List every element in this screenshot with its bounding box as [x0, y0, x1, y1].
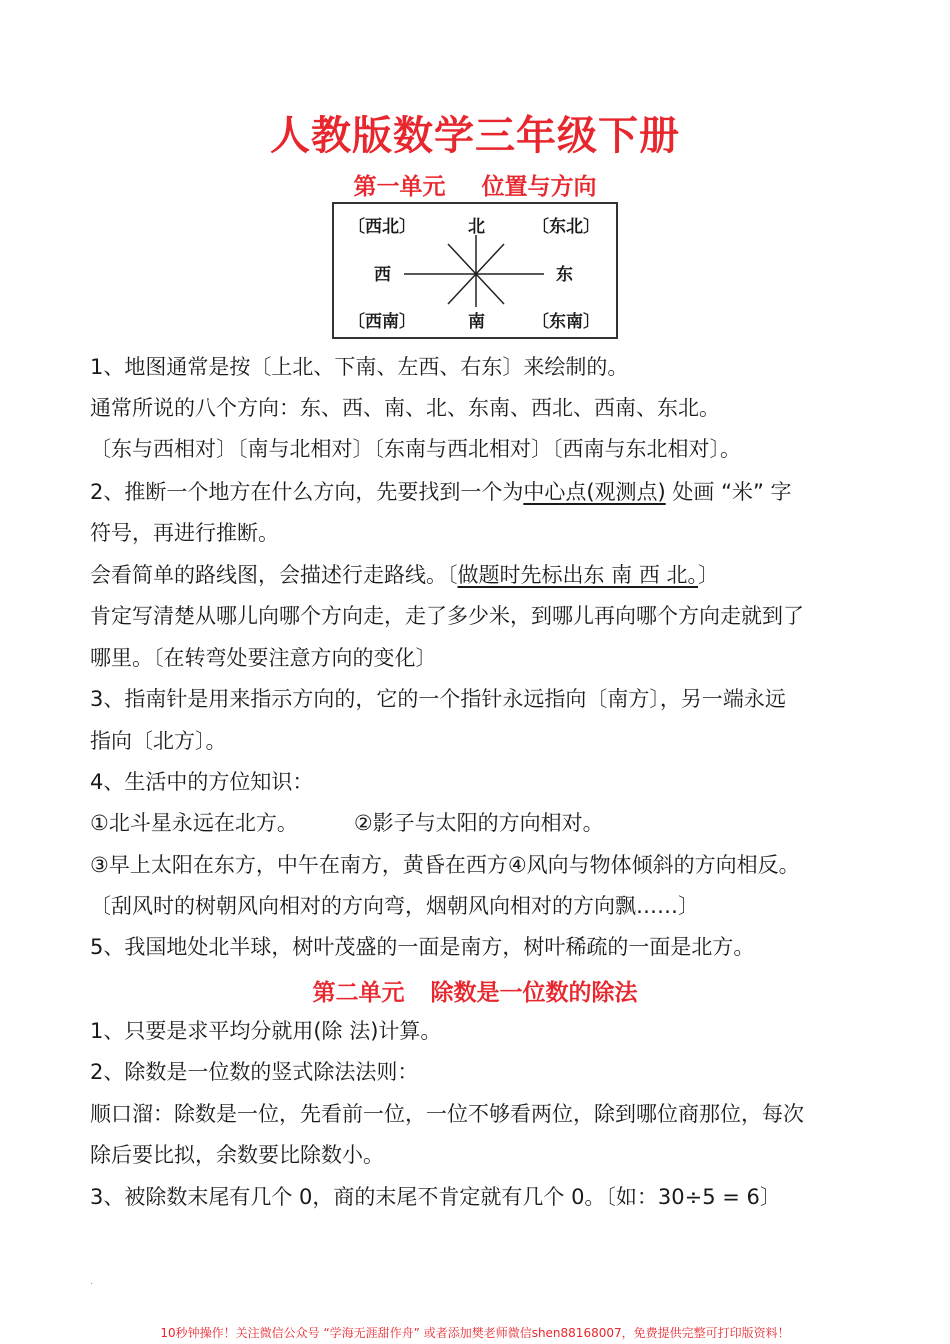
- unit1-line-12: [90, 808, 870, 838]
- unit1-heading: [0, 168, 950, 201]
- unit2-line-4: 除后要比拟，余数要比除数小。: [90, 1143, 384, 1167]
- unit1-line-10: 指向〔北方〕。: [90, 729, 227, 753]
- compass-se-label: 〔东南〕: [532, 312, 600, 332]
- unit2-heading-right: 除数是一位数的除法: [430, 980, 638, 1006]
- unit1-line-6: [90, 560, 870, 590]
- unit2-line-2: 2、除数是一位数的竖式除法法则：: [90, 1060, 419, 1084]
- footer-notice: 10秒钟操作！关注微信公众号 “学海无涯甜作舟” 或者添加樊老师微信shen88168007，免费提供完整可打印版资料！: [160, 1326, 790, 1340]
- unit2-line-1: 1、只要是求平均分就用(除 法)计算。: [90, 1019, 442, 1043]
- page-title: 人教版数学三年级下册: [270, 113, 680, 159]
- stray-dot: .: [90, 1276, 94, 1287]
- unit1-line-12-a: ①北斗星永远在北方。: [90, 811, 298, 835]
- compass-nw-label: 〔西北〕: [348, 217, 416, 237]
- unit1-line-6-b: 〕: [698, 563, 720, 587]
- center-point-underlined: 中心点(观测点): [523, 480, 666, 504]
- unit2-heading-left: 第二单元: [312, 980, 405, 1006]
- compass-diagram: [332, 202, 618, 339]
- compass-s-label: 南: [468, 312, 485, 332]
- unit1-line-1: 1、地图通常是按〔上北、下南、左西、右东〕来绘制的。: [90, 355, 629, 379]
- unit1-heading-left: 第一单元: [353, 174, 446, 200]
- unit1-line-4-b: 处画 “米” 字: [665, 480, 792, 504]
- unit1-line-2: 通常所说的八个方向：东、西、南、北、东南、西北、西南、东北。: [90, 396, 720, 420]
- unit1-line-12-b: ②影子与太阳的方向相对。: [353, 811, 604, 835]
- compass-w-label: 西: [374, 265, 391, 285]
- unit1-line-9: 3、指南针是用来指示方向的，它的一个指针永远指向〔南方〕，另一端永远: [90, 687, 786, 711]
- unit2-heading: [0, 974, 950, 1007]
- unit2-line-3: 顺口溜：除数是一位，先看前一位，一位不够看两位，除到哪位商那位，每次: [90, 1102, 804, 1126]
- unit1-line-11: 4、生活中的方位知识：: [90, 770, 314, 794]
- unit1-line-8: 哪里。〔在转弯处要注意方向的变化〕: [90, 646, 437, 670]
- unit1-line-4: [90, 477, 870, 507]
- unit2-line-5: 3、被除数末尾有几个 0，商的末尾不肯定就有几个 0。〔如：30÷5 = 6〕: [90, 1185, 781, 1209]
- compass-n-label: 北: [468, 217, 485, 237]
- unit1-line-13: ③早上太阳在东方，中午在南方，黄昏在西方④风向与物体倾斜的方向相反。: [90, 853, 800, 877]
- unit1-line-4-a: 2、推断一个地方在什么方向，先要找到一个为: [90, 480, 524, 504]
- directions-underlined: 做题时先标出东 南 西 北。: [457, 563, 699, 587]
- unit1-line-15: 5、我国地处北半球，树叶茂盛的一面是南方，树叶稀疏的一面是北方。: [90, 935, 755, 959]
- unit1-line-14: 〔刮风时的树朝风向相对的方向弯，烟朝风向相对的方向飘……〕: [90, 894, 699, 918]
- unit1-line-3: 〔东与西相对〕〔南与北相对〕〔东南与西北相对〕〔西南与东北相对〕。: [90, 437, 741, 461]
- compass-sw-label: 〔西南〕: [348, 312, 416, 332]
- unit1-line-6-a: 会看简单的路线图，会描述行走路线。〔: [90, 563, 458, 587]
- unit1-line-5: 符号，再进行推断。: [90, 521, 279, 545]
- compass-ne-label: 〔东北〕: [532, 217, 600, 237]
- unit1-heading-right: 位置与方向: [481, 174, 597, 200]
- compass-e-label: 东: [556, 265, 573, 285]
- unit1-line-7: 肯定写清楚从哪儿向哪个方向走，走了多少米，到哪儿再向哪个方向走就到了: [90, 604, 804, 628]
